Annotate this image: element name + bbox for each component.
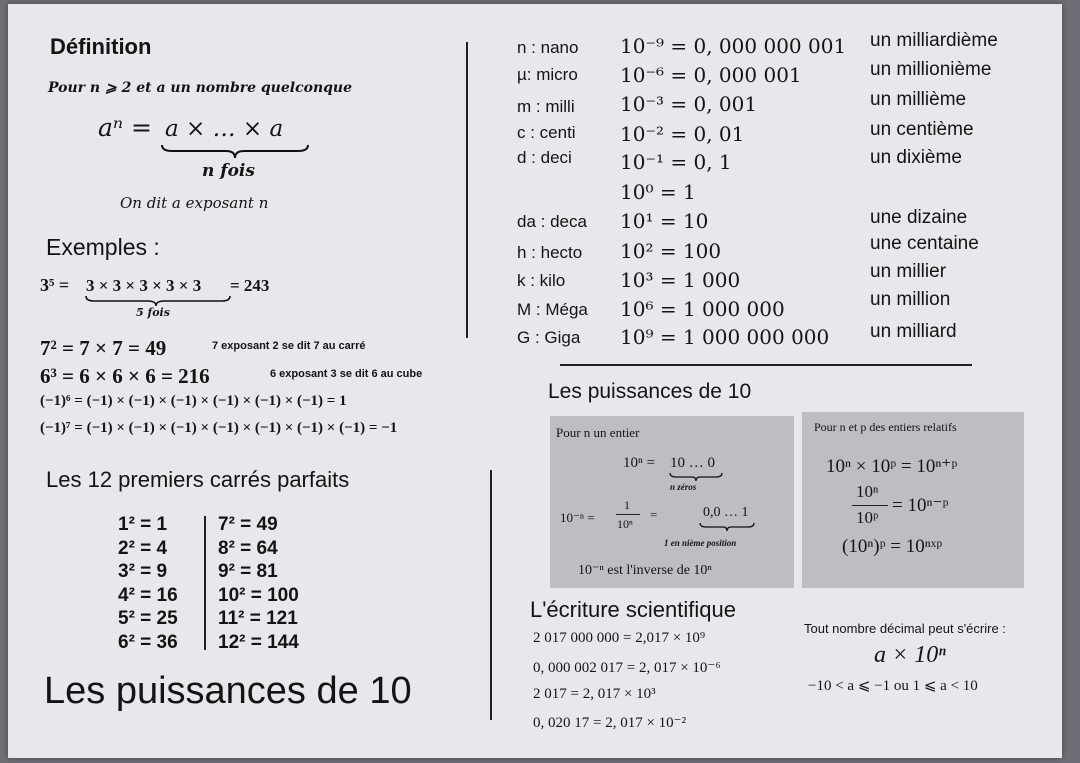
- box1-line1-rhs: 10 … 0: [670, 455, 715, 471]
- prefix-power: 10⁻⁶ = 0, 000 001: [620, 63, 802, 87]
- scientific-title: L'écriture scientifique: [530, 597, 736, 622]
- example-3-note: 6 exposant 3 se dit 6 au cube: [270, 368, 423, 380]
- box1-line2-rhs: 0,0 … 1: [703, 505, 749, 520]
- box1-brace-position: [698, 522, 756, 532]
- square-item: 10² = 100: [218, 584, 299, 606]
- examples-title: Exemples :: [46, 234, 160, 260]
- box1-intro: Pour n un entier: [556, 425, 640, 440]
- prefix-power: 10⁰ = 1: [620, 180, 696, 204]
- divider-bottom-vertical: [490, 470, 492, 720]
- definition-note: On dit a exposant n: [120, 194, 269, 212]
- prefix-unit: d : deci: [517, 148, 572, 167]
- prefix-unit: G : Giga: [517, 328, 581, 347]
- definition-under: n fois: [202, 161, 255, 181]
- squares-left-column: [118, 513, 178, 654]
- prefix-power: 10³ = 1 000: [620, 268, 741, 292]
- square-item: 2² = 4: [118, 537, 168, 559]
- prefix-word: un million: [870, 289, 951, 310]
- prefix-word: un centième: [870, 119, 974, 140]
- box2-rule2-rhs: = 10ⁿ⁻ᵖ: [892, 495, 949, 516]
- prefix-word: un millionième: [870, 59, 992, 80]
- prefix-unit: M : Méga: [517, 300, 588, 319]
- box2-rule1: 10ⁿ × 10ᵖ = 10ⁿ⁺ᵖ: [826, 456, 958, 477]
- box2-rule2-num: 10ⁿ: [856, 482, 879, 501]
- divider-horizontal: [560, 364, 972, 366]
- definition-rhs: a × … × a: [165, 116, 284, 142]
- example-2: 7² = 7 × 7 = 49: [40, 336, 167, 360]
- prefix-power: 10⁻⁹ = 0, 000 000 001: [620, 34, 847, 58]
- prefix-word: un millier: [870, 261, 947, 282]
- square-item: 11² = 121: [218, 608, 298, 629]
- prefix-unit: n : nano: [517, 38, 579, 57]
- divider-top-vertical: [466, 42, 468, 338]
- big-title: Les puissances de 10: [44, 670, 412, 712]
- scientific-line: 2 017 = 2, 017 × 10³: [533, 686, 656, 702]
- prefix-power: 10⁹ = 1 000 000 000: [620, 325, 830, 349]
- prefix-word: un milliard: [870, 321, 957, 342]
- prefix-word: un millième: [870, 89, 967, 110]
- example-3: 6³ = 6 × 6 × 6 = 216: [40, 364, 210, 388]
- square-item: 6² = 36: [118, 631, 178, 653]
- box1-line2-num: 1: [624, 498, 630, 512]
- prefix-word: un dixième: [870, 147, 962, 168]
- box2-intro: Pour n et p des entiers relatifs: [814, 420, 957, 434]
- box2-fraction-bar: [852, 505, 888, 506]
- prefix-unit: da : deca: [517, 212, 587, 231]
- example-2-note: 7 exposant 2 se dit 7 au carré: [212, 340, 366, 352]
- example-1-lhs: 3⁵ =: [40, 275, 70, 295]
- definition-brace: [160, 143, 310, 159]
- prefix-word: une centaine: [870, 233, 979, 254]
- scientific-note: Tout nombre décimal peut s'écrire :: [804, 621, 1006, 636]
- prefix-unit: µ: micro: [517, 65, 578, 84]
- square-item: 4² = 16: [118, 584, 178, 606]
- prefix-power: 10⁻² = 0, 01: [620, 122, 745, 146]
- box1-brace-zeros: [668, 472, 724, 482]
- prefix-power: 10² = 100: [620, 239, 722, 263]
- prefix-power: 10¹ = 10: [620, 209, 709, 233]
- example-1-mid: 3 × 3 × 3 × 3 × 3: [86, 276, 202, 295]
- definition-lhs: aⁿ =: [98, 113, 152, 142]
- square-item: 9² = 81: [218, 561, 278, 582]
- square-item: 7² = 49: [218, 514, 278, 535]
- prefix-word: un milliardième: [870, 30, 998, 51]
- box1-line2-eq: =: [650, 507, 658, 522]
- squares-divider: [204, 516, 206, 650]
- powers10-title: Les puissances de 10: [548, 380, 752, 403]
- box1-line2-under: 1 en nième position: [664, 538, 737, 548]
- scientific-formula: a × 10ⁿ: [874, 642, 946, 668]
- scientific-line: 0, 000 002 017 = 2, 017 × 10⁻⁶: [533, 660, 721, 676]
- scientific-line: 2 017 000 000 = 2,017 × 10⁹: [533, 630, 706, 646]
- example-4: (−1)⁶ = (−1) × (−1) × (−1) × (−1) × (−1) × (−1) = 1: [40, 393, 347, 409]
- prefix-unit: h : hecto: [517, 243, 583, 262]
- example-1-rhs: = 243: [230, 276, 270, 295]
- box1-fraction-bar: [616, 514, 640, 515]
- box2-rule3: (10ⁿ)ᵖ = 10ⁿˣᵖ: [842, 536, 943, 557]
- definition-title: Définition: [50, 34, 152, 59]
- prefix-power: 10⁻¹ = 0, 1: [620, 150, 732, 174]
- box1-line2-lhs: 10⁻ⁿ =: [560, 510, 595, 525]
- square-item: 5² = 25: [118, 608, 178, 629]
- prefix-unit: c : centi: [517, 123, 576, 142]
- prefix-power: 10⁻³ = 0, 001: [620, 92, 758, 116]
- square-item: 1² = 1: [118, 514, 168, 535]
- prefix-word: une dizaine: [870, 207, 968, 228]
- box1-line2-den: 10ⁿ: [617, 517, 633, 531]
- box1-line3: 10⁻ⁿ est l'inverse de 10ⁿ: [578, 563, 712, 578]
- box1-line1-under: n zéros: [670, 482, 697, 492]
- squares-right-column: [218, 513, 299, 654]
- definition-intro: Pour n ⩾ 2 et a un nombre quelconque: [48, 80, 353, 96]
- square-item: 3² = 9: [118, 561, 168, 582]
- prefix-unit: m : milli: [517, 97, 575, 116]
- prefix-power: 10⁶ = 1 000 000: [620, 297, 785, 321]
- scientific-condition: −10 < a ⩽ −1 ou 1 ⩽ a < 10: [808, 678, 978, 694]
- scientific-line: 0, 020 17 = 2, 017 × 10⁻²: [533, 715, 687, 731]
- squares-title: Les 12 premiers carrés parfaits: [46, 467, 350, 492]
- box1-line1-lhs: 10ⁿ =: [623, 455, 655, 471]
- square-item: 8² = 64: [218, 537, 278, 559]
- box2-rule2-den: 10ᵖ: [856, 508, 879, 527]
- prefix-unit: k : kilo: [517, 271, 566, 290]
- square-item: 12² = 144: [218, 631, 299, 653]
- example-1-under: 5 fois: [136, 306, 170, 319]
- example-5: (−1)⁷ = (−1) × (−1) × (−1) × (−1) × (−1) × (−1) × (−1) = −1: [40, 420, 398, 436]
